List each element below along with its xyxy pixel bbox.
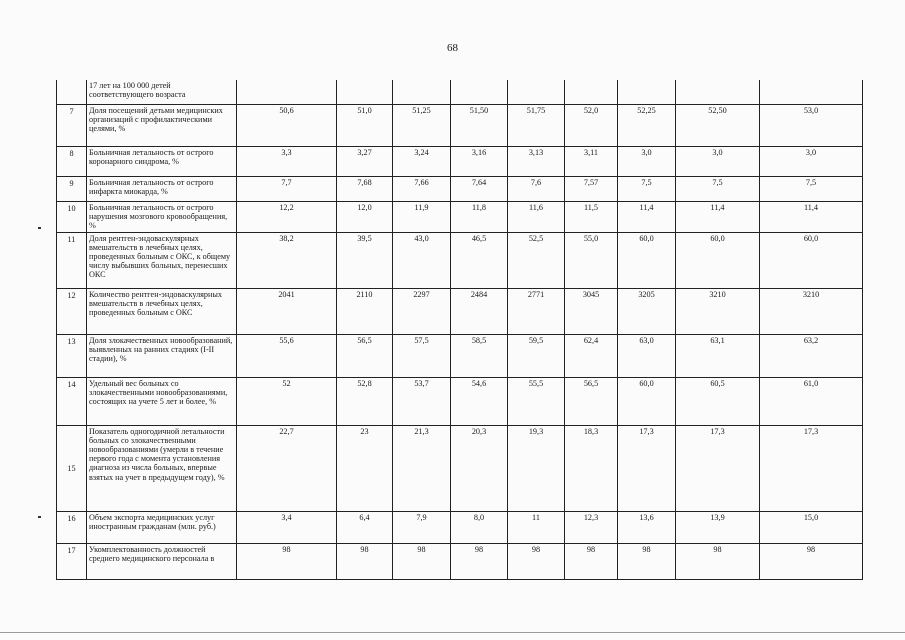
value-cell: 98 xyxy=(676,543,760,579)
value-cell: 38,2 xyxy=(237,232,337,288)
value-cell: 3,13 xyxy=(508,146,565,176)
value-cell: 51,25 xyxy=(393,104,451,146)
table-row xyxy=(57,201,863,232)
indicator-label: Укомплектованность должностей среднего медицинского персонала в xyxy=(87,543,237,579)
value-cell xyxy=(618,80,676,104)
value-cell: 98 xyxy=(337,543,393,579)
value-cell: 7,66 xyxy=(393,176,451,201)
row-number: 14 xyxy=(57,377,87,425)
value-cell: 60,0 xyxy=(618,232,676,288)
value-cell: 20,3 xyxy=(451,425,508,511)
value-cell: 3,3 xyxy=(237,146,337,176)
value-cell: 11,4 xyxy=(618,201,676,232)
indicator-label: Объем экспорта медицинских услуг иностранным гражданам (млн. руб.) xyxy=(87,511,237,543)
value-cell: 52,5 xyxy=(508,232,565,288)
row-number: 10 xyxy=(57,201,87,232)
table-row xyxy=(57,288,863,334)
value-cell: 17,3 xyxy=(760,425,863,511)
value-cell: 60,5 xyxy=(676,377,760,425)
value-cell: 3,11 xyxy=(565,146,618,176)
value-cell: 15,0 xyxy=(760,511,863,543)
value-cell: 56,5 xyxy=(337,334,393,377)
value-cell: 7,6 xyxy=(508,176,565,201)
row-number xyxy=(57,80,87,104)
value-cell: 12,2 xyxy=(237,201,337,232)
row-number: 13 xyxy=(57,334,87,377)
value-cell: 2297 xyxy=(393,288,451,334)
value-cell: 11,5 xyxy=(565,201,618,232)
value-cell xyxy=(676,80,760,104)
table-body xyxy=(57,80,863,579)
indicator-label: Больничная летальность от острого инфаркта миокарда, % xyxy=(87,176,237,201)
indicator-label: Доля злокачественных новообразований, выявленных на ранних стадиях (I-II стадии), % xyxy=(87,334,237,377)
indicator-label: Показатель одногодичной летальности больных со злокачественными новообразованиями (умерли в течение первого года с момента установления диагноза из числа больных, впервые взятых на учет в предыдущем году), % xyxy=(87,425,237,511)
row-number: 17 xyxy=(57,543,87,579)
value-cell: 12,0 xyxy=(337,201,393,232)
value-cell: 8,0 xyxy=(451,511,508,543)
value-cell: 51,75 xyxy=(508,104,565,146)
value-cell: 56,5 xyxy=(565,377,618,425)
value-cell: 46,5 xyxy=(451,232,508,288)
value-cell: 7,5 xyxy=(676,176,760,201)
row-number: 15 xyxy=(57,425,87,511)
value-cell: 98 xyxy=(237,543,337,579)
value-cell: 17,3 xyxy=(618,425,676,511)
value-cell: 18,3 xyxy=(565,425,618,511)
value-cell: 7,7 xyxy=(237,176,337,201)
scan-mark xyxy=(38,227,41,229)
indicator-label: Доля посещений детьми медицинских организаций с профилактическими целями, % xyxy=(87,104,237,146)
value-cell: 54,6 xyxy=(451,377,508,425)
value-cell: 55,6 xyxy=(237,334,337,377)
value-cell: 19,3 xyxy=(508,425,565,511)
value-cell: 12,3 xyxy=(565,511,618,543)
value-cell: 11,4 xyxy=(676,201,760,232)
value-cell: 13,9 xyxy=(676,511,760,543)
value-cell: 60,0 xyxy=(676,232,760,288)
value-cell: 98 xyxy=(565,543,618,579)
value-cell: 7,64 xyxy=(451,176,508,201)
value-cell: 3,0 xyxy=(676,146,760,176)
value-cell: 98 xyxy=(618,543,676,579)
value-cell: 53,0 xyxy=(760,104,863,146)
indicators-table xyxy=(56,80,863,580)
value-cell: 52,0 xyxy=(565,104,618,146)
row-number: 9 xyxy=(57,176,87,201)
value-cell: 63,0 xyxy=(618,334,676,377)
value-cell: 7,68 xyxy=(337,176,393,201)
value-cell xyxy=(393,80,451,104)
table-row xyxy=(57,146,863,176)
value-cell: 50,6 xyxy=(237,104,337,146)
value-cell: 52,50 xyxy=(676,104,760,146)
value-cell: 17,3 xyxy=(676,425,760,511)
value-cell: 60,0 xyxy=(760,232,863,288)
value-cell: 3,24 xyxy=(393,146,451,176)
value-cell: 51,0 xyxy=(337,104,393,146)
value-cell: 39,5 xyxy=(337,232,393,288)
value-cell: 98 xyxy=(451,543,508,579)
value-cell: 23 xyxy=(337,425,393,511)
value-cell xyxy=(237,80,337,104)
value-cell: 55,0 xyxy=(565,232,618,288)
table-row xyxy=(57,104,863,146)
row-number: 8 xyxy=(57,146,87,176)
value-cell: 11,9 xyxy=(393,201,451,232)
table-row xyxy=(57,334,863,377)
value-cell: 2041 xyxy=(237,288,337,334)
scan-edge-line xyxy=(0,632,905,633)
indicator-label: Больничная летальность от острого нарушения мозгового кровообращения, % xyxy=(87,201,237,232)
value-cell: 7,5 xyxy=(760,176,863,201)
table-row xyxy=(57,176,863,201)
value-cell: 43,0 xyxy=(393,232,451,288)
value-cell: 7,57 xyxy=(565,176,618,201)
value-cell: 22,7 xyxy=(237,425,337,511)
row-number: 16 xyxy=(57,511,87,543)
value-cell: 3,4 xyxy=(237,511,337,543)
value-cell: 60,0 xyxy=(618,377,676,425)
value-cell: 98 xyxy=(393,543,451,579)
value-cell: 52 xyxy=(237,377,337,425)
value-cell: 6,4 xyxy=(337,511,393,543)
page-number: 68 xyxy=(447,42,458,54)
value-cell: 3,16 xyxy=(451,146,508,176)
value-cell: 58,5 xyxy=(451,334,508,377)
value-cell: 63,2 xyxy=(760,334,863,377)
value-cell: 53,7 xyxy=(393,377,451,425)
row-number: 7 xyxy=(57,104,87,146)
value-cell: 3210 xyxy=(676,288,760,334)
value-cell: 51,50 xyxy=(451,104,508,146)
value-cell: 7,9 xyxy=(393,511,451,543)
value-cell: 11 xyxy=(508,511,565,543)
value-cell: 3210 xyxy=(760,288,863,334)
value-cell: 3205 xyxy=(618,288,676,334)
value-cell: 2110 xyxy=(337,288,393,334)
value-cell xyxy=(508,80,565,104)
row-number: 12 xyxy=(57,288,87,334)
value-cell: 52,8 xyxy=(337,377,393,425)
indicator-label: 17 лет на 100 000 детей соответствующего возраста xyxy=(87,80,237,104)
value-cell: 3045 xyxy=(565,288,618,334)
value-cell: 21,3 xyxy=(393,425,451,511)
value-cell: 63,1 xyxy=(676,334,760,377)
value-cell xyxy=(565,80,618,104)
value-cell: 55,5 xyxy=(508,377,565,425)
value-cell: 98 xyxy=(508,543,565,579)
scan-mark xyxy=(38,516,41,518)
table-row xyxy=(57,511,863,543)
value-cell xyxy=(760,80,863,104)
value-cell: 98 xyxy=(760,543,863,579)
value-cell: 62,4 xyxy=(565,334,618,377)
row-number: 11 xyxy=(57,232,87,288)
value-cell: 3,27 xyxy=(337,146,393,176)
indicator-label: Больничная летальность от острого коронарного синдрома, % xyxy=(87,146,237,176)
table-row xyxy=(57,543,863,579)
table-row xyxy=(57,232,863,288)
value-cell: 2484 xyxy=(451,288,508,334)
value-cell: 3,0 xyxy=(760,146,863,176)
indicator-label: Доля рентген-эндоваскулярных вмешательств в лечебных целях, проведенных больным с ОКС, к общему числу выбывших больных, перенесших ОКС xyxy=(87,232,237,288)
value-cell: 11,6 xyxy=(508,201,565,232)
table-row xyxy=(57,377,863,425)
indicator-label: Количество рентген-эндоваскулярных вмешательств в лечебных целях, проведенных больным с ОКС xyxy=(87,288,237,334)
value-cell: 7,5 xyxy=(618,176,676,201)
value-cell: 57,5 xyxy=(393,334,451,377)
indicator-label: Удельный вес больных со злокачественными новообразованиями, состоящих на учете 5 лет и более, % xyxy=(87,377,237,425)
value-cell: 13,6 xyxy=(618,511,676,543)
value-cell xyxy=(451,80,508,104)
value-cell: 3,0 xyxy=(618,146,676,176)
table-row xyxy=(57,80,863,104)
value-cell: 11,4 xyxy=(760,201,863,232)
value-cell: 11,8 xyxy=(451,201,508,232)
value-cell: 61,0 xyxy=(760,377,863,425)
value-cell: 59,5 xyxy=(508,334,565,377)
value-cell xyxy=(337,80,393,104)
table-row xyxy=(57,425,863,511)
value-cell: 52,25 xyxy=(618,104,676,146)
value-cell: 2771 xyxy=(508,288,565,334)
